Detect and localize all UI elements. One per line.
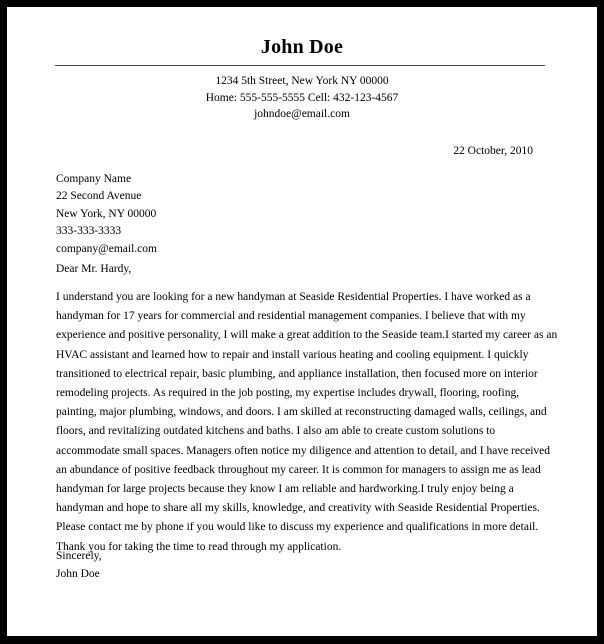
contact-block [55,73,549,123]
contact-address: 1234 5th Street, New York NY 00000 [215,75,389,87]
signature-name: John Doe [56,567,100,580]
letter-date: 22 October, 2010 [453,145,533,157]
contact-phones: Home: 555-555-5555 Cell: 432-123-4567 [205,91,399,104]
recipient-company: Company Name [56,173,132,185]
recipient-email: company@email.com [56,242,157,255]
recipient-street: 22 Second Avenue [56,190,142,203]
closing-block [56,548,102,583]
header-divider [55,65,545,66]
valediction: Sincerely, [56,550,102,562]
recipient-block [56,171,386,258]
contact-email: johndoe@email.com [254,108,350,120]
salutation: Dear Mr. Hardy, [56,263,132,275]
body-paragraph: I understand you are looking for a new handyman at Seaside Residential Properties. I have worked as a handyman for 17 years for commercial and residential management companies. I believe that with my experience and positive personality, I will make a great addition to the Seaside team.I started my career as an HVAC assistant and learned how to repair and install various heating and cooling equipment. I quickly transitioned to electrical repair, basic plumbing, and appliance installation, then focused more on interior remodeling projects. As required in the job posting, my expertise includes drywall, flooring, roofing, painting, major plumbing, windows, and doors. I am skilled at reconstructing damaged walls, ceilings, and floors, and revitalizing outdated kitchens and baths. I also am able to create custom solutions to accommodate small spaces. Managers often notice my diligence and attention to detail, and I have received an abundance of positive feedback throughout my career. It is common for managers to assign me as lead handyman for large projects because they know I am reliable and hardworking.I truly enjoy being a handyman and hope to share all my skills, knowledge, and creativity with Seaside Residential Properties. Please contact me by phone if you would like to discuss my experience and qualifications in more detail. Thank you for taking the time to read through my application. [56,291,558,553]
recipient-phone: 333-333-3333 [56,225,122,238]
recipient-city-state-zip: New York, NY 00000 [56,207,157,220]
letterhead [55,35,549,123]
applicant-name: John Doe [260,36,344,58]
letter-sheet [7,7,597,636]
letter-body [56,288,558,557]
